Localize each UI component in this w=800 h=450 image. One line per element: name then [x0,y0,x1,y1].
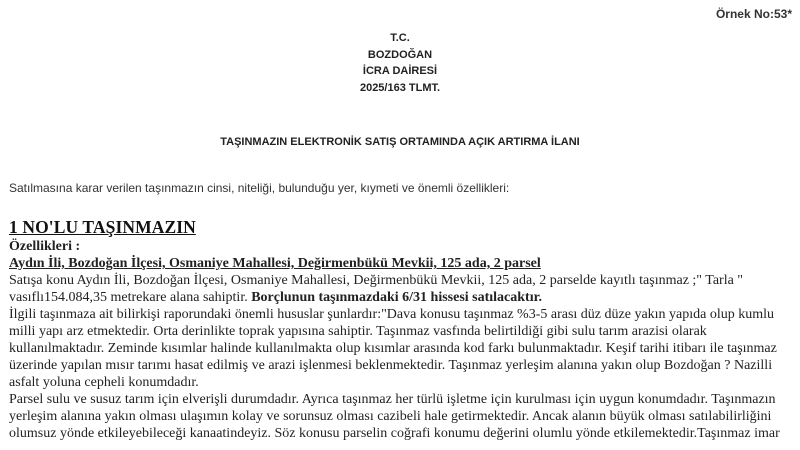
parcel-suitability-paragraph: Parsel sulu ve susuz tarım için elverişli durumdadır. Ayrıca taşınmaz her türlü işletme için kurulması için uygun konumdadır. Taşınmazın yerleşim alanına yakın olması ulaşımın kolay ve sorunsuz olması cazibeli hale getirmektedir. Ancak alanın büyük olması satılabilirliğini olumsuz yönde etkileyebileceği kanaatindeyiz. Söz konusu parselin coğrafi konumu değerini olumlu yönde etkilemektedir.Taşınmaz imar [9,392,780,441]
share-statement: Borçlunun taşınmazdaki 6/31 hissesi satılacaktır. [251,290,543,305]
form-number: Örnek No:53* [715,7,792,21]
header-office: İCRA DAİRESİ [362,65,438,77]
document-header [0,30,800,96]
description-text: Satışa konu Aydın İli, Bozdoğan İlçesi, Osmaniye Mahallesi, Değirmenbükü Mevkii, 125 ada, 2 parselde kayıtlı taşınmaz ;" Tarla " vasıflı154.084,35 metrekare alana sahiptir. [9,273,744,305]
property-location: Aydın İli, Bozdoğan İlçesi, Osmaniye Mahallesi, Değirmenbükü Mevkii, 125 ada, 2 parsel [9,256,541,271]
header-district: BOZDOĞAN [367,48,433,61]
intro-text: Satılmasına karar verilen taşınmazın cinsi, niteliği, bulunduğu yer, kıymeti ve önemli özellikleri: [9,181,510,195]
features-label: Özellikleri : [9,239,81,254]
document-title: TAŞINMAZIN ELEKTRONİK SATIŞ ORTAMINDA AÇIK ARTIRMA İLANI [220,136,580,148]
property-description [9,272,791,306]
header-country: T.C. [390,32,410,44]
expert-report-paragraph: İlgili taşınmaza ait bilirkişi raporundaki önemli hususlar şunlardır:"Dava konusu taşınmaz %3-5 arası düz düze yakın yapıda olup kumlu milli yapı arz etmektedir. Orta derinlikte toprak yapısına sahiptir. Taşınmaz vasfında belirtildiği gibi sulu tarım arazisi olarak kullanılmaktadır. Zeminde kısımlar halinde kullanılmakta olup kısımlar arasında kod farkı bulunmaktadır. Keşif tarihi itibarı ile taşınmaz üzerinde yapılan mısır tarımı hasat edilmiş ve arazi işlenmesi beklenmektedir. Taşınmaz yerleşim alanına yakın olup Bozdoğan ? Nazilli asfalt yoluna cepheli konumdadır. [9,307,777,390]
header-file-number: 2025/163 TLMT. [359,81,441,94]
property-heading: 1 NO'LU TAŞINMAZIN [9,217,196,237]
property-content [9,238,791,442]
